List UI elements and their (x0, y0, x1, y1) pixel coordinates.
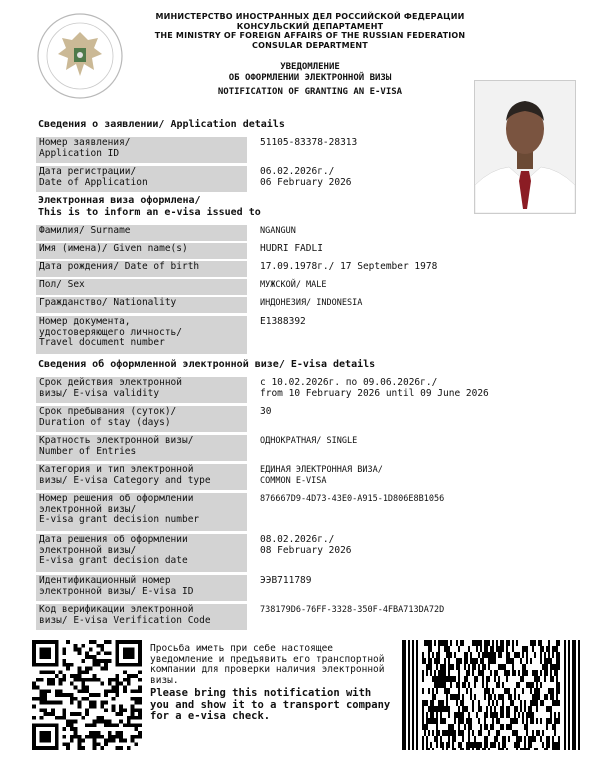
footer-notice (150, 644, 396, 723)
department-ru: КОНСУЛЬСКИЙ ДЕПАРТАМЕНТ (236, 21, 384, 31)
section-application-heading: Сведения о заявлении/ Application details (38, 119, 285, 130)
decision-number-value: 876667D9-4D73-43E0-A915-1D806E8B1056 (260, 494, 445, 504)
application-date-value: 06.02.2026г./ 06 February 2026 (260, 166, 352, 188)
title-line-1: УВЕДОМЛЕНИЕ (280, 62, 340, 72)
duration-value: 30 (260, 406, 272, 417)
ministry-ru: МИНИСТЕРСТВО ИНОСТРАННЫХ ДЕЛ РОССИЙСКОЙ ФЕДЕРАЦИИ (155, 12, 465, 21)
department-en: CONSULAR DEPARTMENT (252, 40, 368, 50)
entries-value: ОДНОКРАТНАЯ/ SINGLE (260, 436, 358, 446)
field-label: Пол/ Sex (36, 279, 247, 295)
field-label: Код верификации электронной визы/ E-visa Verification Code (36, 604, 247, 630)
title-line-2: ОБ ОФОРМЛЕНИИ ЭЛЕКТРОННОЙ ВИЗЫ (228, 73, 392, 83)
field-label: Номер документа, удостоверяющего личность/ Travel document number (36, 316, 247, 354)
pdf417-barcode-icon (402, 640, 580, 750)
section-issued-heading (38, 195, 261, 219)
birth-date-value: 17.09.1978г./ 17 September 1978 (260, 261, 438, 272)
decision-date-value: 08.02.2026г./ 08 February 2026 (260, 534, 352, 556)
field-label: Кратность электронной визы/ Number of Entries (36, 435, 247, 461)
field-label: Идентификационный номер электронной визы/ E-visa ID (36, 575, 247, 601)
surname-value: NGANGUN (260, 226, 296, 236)
field-label: Имя (имена)/ Given name(s) (36, 243, 247, 259)
title-line-3: NOTIFICATION OF GRANTING AN E-VISA (217, 87, 403, 97)
notice-en: Please bring this notification with you and show it to a transport company for a e-visa check. (150, 687, 391, 722)
category-value: ЕДИНАЯ ЭЛЕКТРОННАЯ ВИЗА/ COMMON E-VISA (260, 465, 383, 486)
field-label: Фамилия/ Surname (36, 225, 247, 241)
nationality-value: ИНДОНЕЗИЯ/ INDONESIA (260, 298, 363, 308)
validity-value: с 10.02.2026г. по 09.06.2026г./ from 10 February 2026 until 09 June 2026 (260, 377, 489, 399)
consular-seal-icon (36, 12, 124, 100)
field-label: Срок действия электронной визы/ E-visa validity (36, 377, 247, 403)
qr-code-icon (32, 640, 142, 750)
field-label: Номер решения об оформлении электронной визы/ E-visa grant decision number (36, 493, 247, 531)
section-evisa-heading: Сведения об оформленной электронной визе/ E-visa details (38, 359, 376, 370)
document-title (140, 62, 480, 98)
field-label: Дата решения об оформлении электронной визы/ E-visa grant decision date (36, 534, 247, 572)
application-id-value: 51105-83378-28313 (260, 137, 358, 148)
field-label: Срок пребывания (суток)/ Duration of stay (days) (36, 406, 247, 432)
travel-document-value: E1388392 (260, 316, 306, 327)
issued-heading-en: This is to inform an e-visa issued to (38, 207, 261, 218)
evisa-id-value: ЭЭВ711789 (260, 575, 312, 586)
field-label: Категория и тип электронной визы/ E-visa Category and type (36, 464, 247, 490)
notice-ru: Просьба иметь при себе настоящее уведомление и предъявить его транспортной компании для проверки наличия электронной визы. (150, 643, 385, 686)
verification-code-value: 738179D6-76FF-3328-350F-4FBA713DA72D (260, 605, 445, 615)
issued-heading-ru: Электронная виза оформлена/ (38, 195, 201, 206)
field-label: Номер заявления/ Application ID (36, 137, 247, 163)
field-label: Гражданство/ Nationality (36, 297, 247, 313)
ministry-en: THE MINISTRY OF FOREIGN AFFAIRS OF THE RUSSIAN FEDERATION (154, 31, 466, 40)
ministry-header (140, 12, 480, 50)
given-names-value: HUDRI FADLI (260, 243, 323, 254)
field-label: Дата рождения/ Date of birth (36, 261, 247, 277)
field-label: Дата регистрации/ Date of Application (36, 166, 247, 192)
sex-value: МУЖСКОЙ/ MALE (260, 280, 327, 290)
